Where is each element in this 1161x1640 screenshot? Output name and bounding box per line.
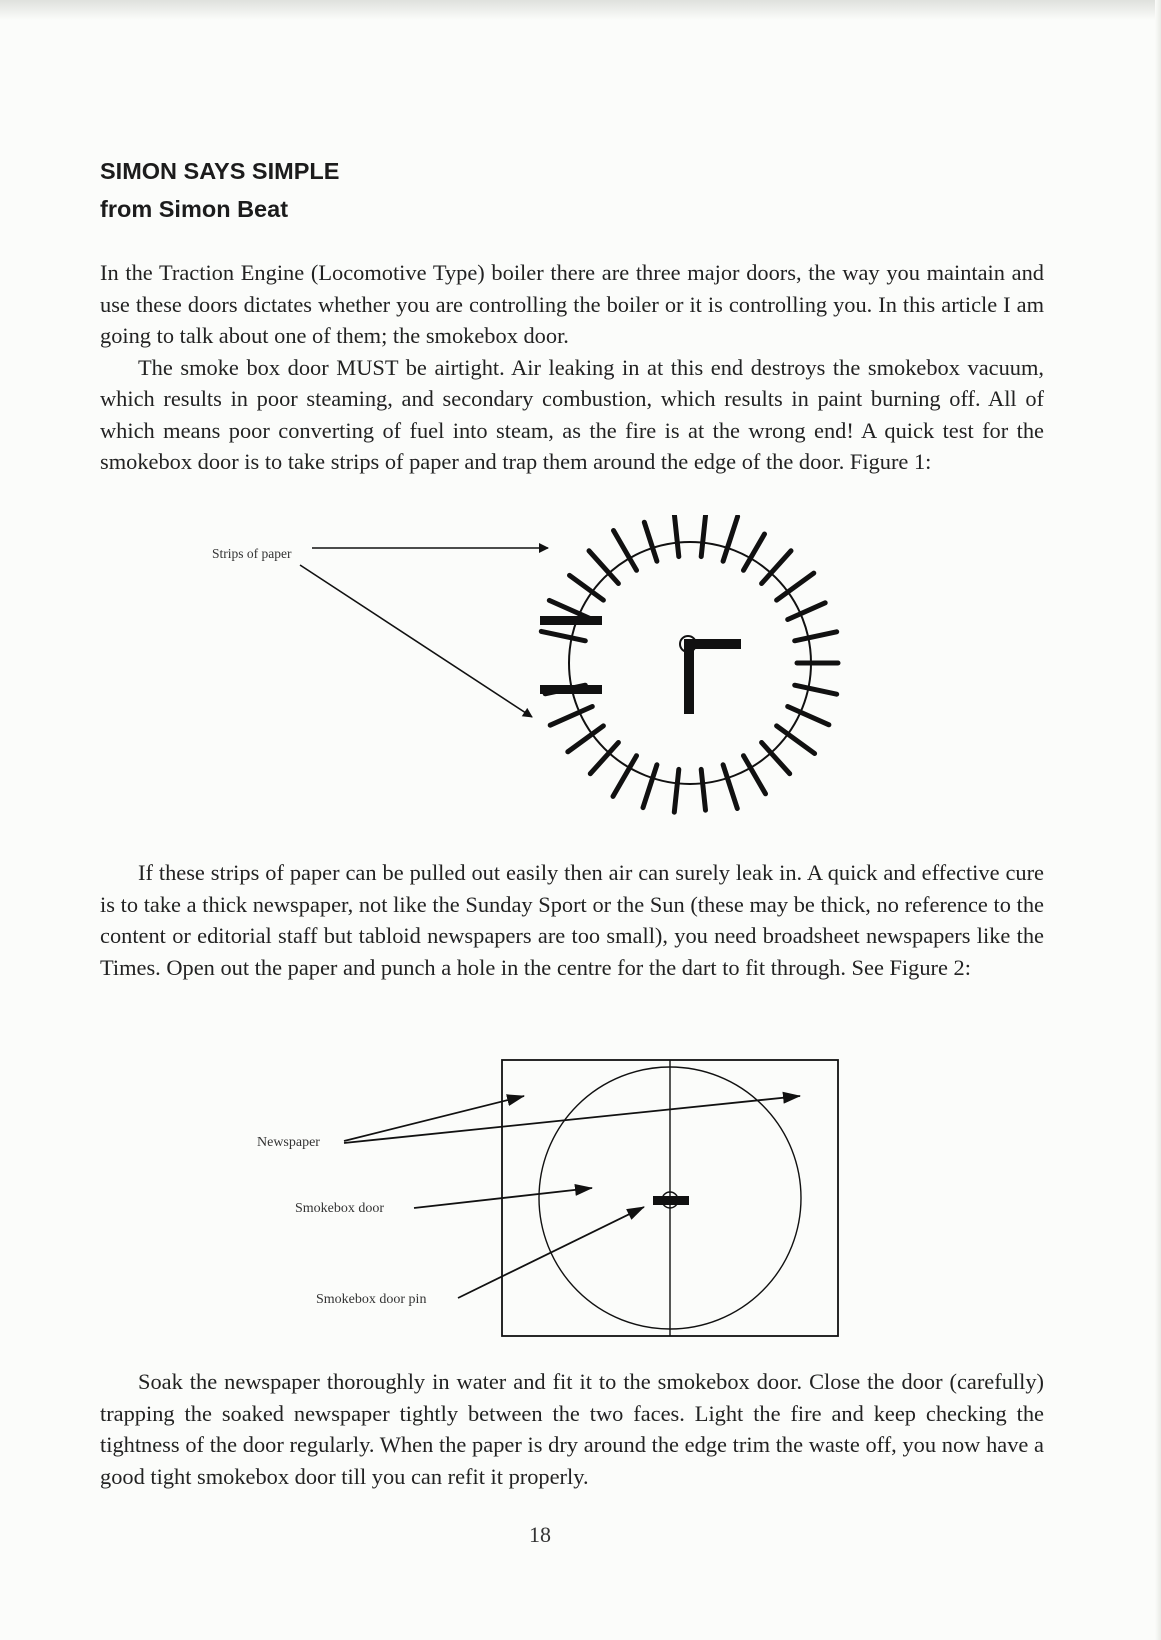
article-paragraph-3: [100, 857, 1044, 983]
page-top-shadow: [0, 0, 1161, 20]
paragraph-4-wrap: [100, 1366, 1044, 1492]
paper-strip: [795, 632, 837, 641]
paper-strip: [795, 685, 837, 694]
paragraph-1: In the Traction Engine (Locomotive Type) boiler there are three major doors, the way you maintain and use these doors dictates whether you are controlling the boiler or it is controlling you. In this article I am going to talk about one of them; the smokebox door.: [100, 260, 1044, 348]
paper-strip: [550, 707, 592, 726]
paper-strip: [701, 769, 705, 810]
paragraph-3-wrap: [100, 857, 1044, 983]
paper-strip: [614, 531, 637, 571]
dart-bar: [653, 1196, 689, 1205]
paper-strip: [541, 631, 585, 640]
paper-strip: [701, 515, 706, 557]
arrow-smokebox-door: [414, 1188, 592, 1208]
paper-strip: [674, 769, 679, 812]
article-paragraph-4: [100, 1366, 1044, 1492]
paper-strip: [744, 756, 766, 794]
paper-strip: [644, 522, 657, 561]
dart-handle-vertical: [684, 639, 694, 714]
page-number: 18: [529, 1522, 551, 1547]
paper-strip: [777, 573, 814, 600]
arrow-smokebox-door-pin: [458, 1207, 644, 1298]
paper-strip: [788, 707, 829, 725]
dart-handle-horizontal: [684, 639, 741, 649]
paper-strip: [723, 765, 737, 809]
article-byline: from Simon Beat: [100, 196, 289, 222]
article-heading: [100, 152, 339, 228]
article-title: SIMON SAYS SIMPLE: [100, 158, 340, 184]
paragraph-4: Soak the newspaper thoroughly in water and fit it to the smokebox door. Close the door (carefully) trapping the soaked newspaper tightly between the two faces. Light the fire and keep checking the tightness of the door regularly. When the paper is dry around the edge trim the waste off, you now have a good tight smokebox door till you can refit it properly.: [100, 1369, 1044, 1489]
label-newspaper: Newspaper: [257, 1135, 320, 1150]
paper-strip: [568, 726, 604, 752]
paper-strip: [788, 603, 826, 620]
paragraph-2-wrap: [100, 352, 1044, 478]
paper-strip: [643, 765, 657, 808]
paper-strip: [613, 756, 637, 797]
arrow-strips-bottom: [300, 565, 532, 717]
page-right-edge: [1155, 0, 1161, 1640]
hinge-strap-upper: [540, 616, 602, 625]
paper-strip: [674, 515, 679, 557]
article-paragraphs-1-2: [100, 257, 1044, 478]
paragraph-2: The smoke box door MUST be airtight. Air leaking in at this end destroys the smokebox vacuum, which results in poor steaming, and secondary combustion, which results in paint burning off. All of which means poor converting of fuel into steam, as the fire is at the wrong end! A quick test for the smokebox door is to take strips of paper and trap them around the edge of the door. Figure 1:: [100, 354, 1044, 474]
paper-strip: [723, 517, 738, 562]
hinge-strap-lower: [540, 685, 602, 694]
label-smokebox-door-pin: Smokebox door pin: [316, 1292, 427, 1307]
paragraph-3: If these strips of paper can be pulled out easily then air can surely leak in. A quick and effective cure is to take a thick newspaper, not like the Sunday Sport or the Sun (these may be thick, no reference to the content or editorial staff but tabloid newspapers are too small), you need broadsheet newspapers like the Times. Open out the paper and punch a hole in the centre for the dart to fit through. See Figure 2:: [100, 860, 1044, 980]
label-smokebox-door: Smokebox door: [295, 1201, 385, 1216]
figure-2-newspaper-diagram: [240, 1052, 850, 1342]
paper-strip: [570, 575, 604, 600]
arrow-newspaper-2: [344, 1096, 800, 1143]
label-strips-of-paper: Strips of paper: [212, 546, 292, 561]
figure-1-smokebox-door-strips: [200, 515, 880, 835]
